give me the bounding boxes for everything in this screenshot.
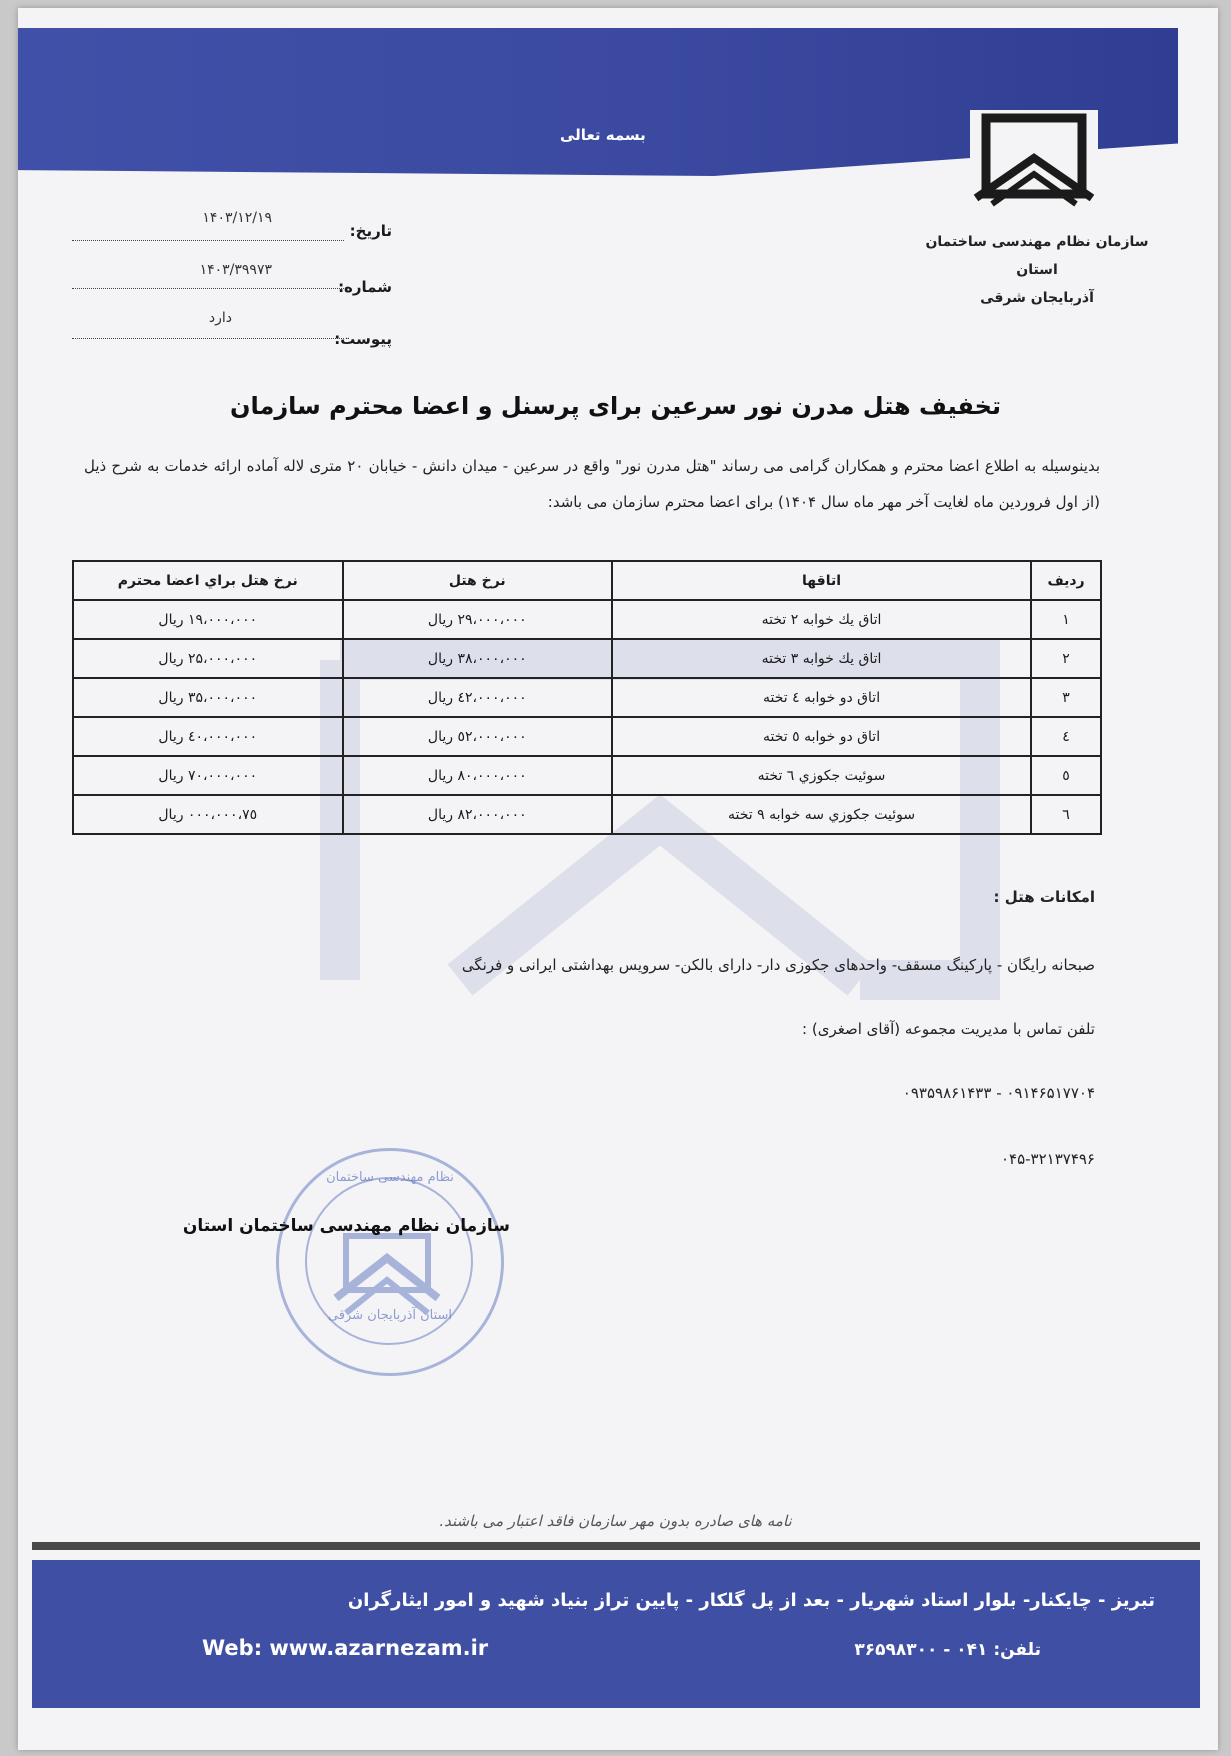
table-row [73,795,1101,834]
seal-top-text: نظام مهندسی ساختمان [326,1170,454,1185]
row-index: ٤ [1031,717,1101,756]
footer-address: تبریز - چایکنار- بلوار استاد شهریار - بعد از پل گلکار - پایین تراز بنیاد شهید و امور ایثارگران [347,1590,1155,1611]
date-label: تاریخ: [349,222,392,240]
attachment-line [72,338,344,339]
member-rate: ۲۵،۰۰۰،۰۰۰ ریال [73,639,343,678]
hotel-rate: ۸۰،۰۰۰،۰۰۰ ریال [343,756,613,795]
hotel-rate: ۸۲،۰۰۰،۰۰۰ ریال [343,795,613,834]
row-index: ٦ [1031,795,1101,834]
number-value: ۱۴۰۳/۳۹۹۷۳ [199,262,272,278]
table-header-row [73,561,1101,600]
room-type: اتاق يك خوابه ۳ تخته [612,639,1031,678]
table-row [73,639,1101,678]
row-index: ۱ [1031,600,1101,639]
room-type: سوئیت جكوزي ٦ تخته [612,756,1031,795]
table-row [73,756,1101,795]
signature-org: سازمان نظام مهندسی ساختمان استان [182,1216,510,1236]
footer-website: Web: www.azarnezam.ir [202,1636,489,1660]
hotel-rate: ۳۸،۰۰۰،۰۰۰ ریال [343,639,613,678]
org-name [917,228,1157,312]
header-member-rate: نرخ هتل براي اعضا محترم [73,561,343,600]
table-row [73,600,1101,639]
date-field [72,210,392,248]
row-index: ٥ [1031,756,1101,795]
building-logo-icon [970,110,1098,210]
date-value: ۱۴۰۳/۱۲/۱۹ [202,210,272,226]
table-row [73,717,1101,756]
footer-rule [32,1542,1200,1550]
header-index: ردیف [1031,561,1101,600]
org-name-line2: آذربایجان شرقی [980,290,1094,306]
room-type: اتاق يك خوابه ۲ تخته [612,600,1031,639]
row-index: ۲ [1031,639,1101,678]
number-line [72,288,344,289]
amenities-text: صبحانه رایگان - پارکینگ مسقف- واحدهای جکوزی دار- دارای بالکن- سرویس بهداشتی ایرانی و فرنگی [461,956,1095,974]
header-rooms: اتاقها [612,561,1031,600]
amenities-title: امکانات هتل : [993,888,1095,906]
number-label: شماره: [338,278,392,296]
footer-band [32,1560,1200,1708]
room-type: اتاق دو خوابه ٥ تخته [612,717,1031,756]
member-rate: ۱۹،۰۰۰،۰۰۰ ریال [73,600,343,639]
org-logo [970,110,1098,210]
footer-phone: تلفن: ۰۴۱ - ۳۶۵۹۸۳۰۰ [854,1640,1041,1660]
contact-landline: ۰۴۵-۳۲۱۳۷۴۹۶ [1000,1150,1095,1168]
attachment-field [72,310,392,356]
member-rate: ۳۵،۰۰۰،۰۰۰ ریال [73,678,343,717]
seal-bottom-text: استان آذربایجان شرقی [327,1308,453,1323]
room-type: اتاق دو خوابه ٤ تخته [612,678,1031,717]
member-rate: ۷٥،۰۰۰،۰۰۰ ریال [73,795,343,834]
hotel-rate: ۲۹،۰۰۰،۰۰۰ ریال [343,600,613,639]
room-type: سوئیت جكوزي سه خوابه ۹ تخته [612,795,1031,834]
letter-title: تخفیف هتل مدرن نور سرعین برای پرسنل و اعضا محترم سازمان [230,392,1001,420]
date-line [72,240,344,241]
table-row [73,678,1101,717]
hotel-rate: ٤۲،۰۰۰،۰۰۰ ریال [343,678,613,717]
validity-notice: نامه های صادره بدون مهر سازمان فاقد اعتبار می باشند. [439,1512,792,1530]
rates-table [72,560,1102,835]
basmala: بسمه تعالی [560,126,646,144]
intro-paragraph: بدینوسیله به اطلاع اعضا محترم و همکاران گرامی می رساند "هتل مدرن نور" واقع در سرعین - میدان دانش - خیابان ۲۰ متری لاله آماده ارائه خدمات به شرح ذیل (از اول فروردین ماه لغایت آخر مهر ماه سال ۱۴۰۴) برای اعضا محترم سازمان می باشد: [84,457,1100,511]
member-rate: ٤۰،۰۰۰،۰۰۰ ریال [73,717,343,756]
org-name-line1: سازمان نظام مهندسی ساختمان استان [925,234,1149,278]
number-field [72,262,392,302]
hotel-rate: ٥۲،۰۰۰،۰۰۰ ریال [343,717,613,756]
header-hotel-rate: نرخ هتل [343,561,613,600]
row-index: ۳ [1031,678,1101,717]
attachment-value: دارد [208,310,232,326]
attachment-label: پیوست: [334,330,392,348]
contact-phones: ۰۹۱۴۶۵۱۷۷۰۴ - ۰۹۳۵۹۸۶۱۴۳۳ [902,1084,1095,1102]
contact-label: تلفن تماس با مدیریت مجموعه (آقای اصغری) : [802,1020,1095,1038]
member-rate: ۷۰،۰۰۰،۰۰۰ ریال [73,756,343,795]
